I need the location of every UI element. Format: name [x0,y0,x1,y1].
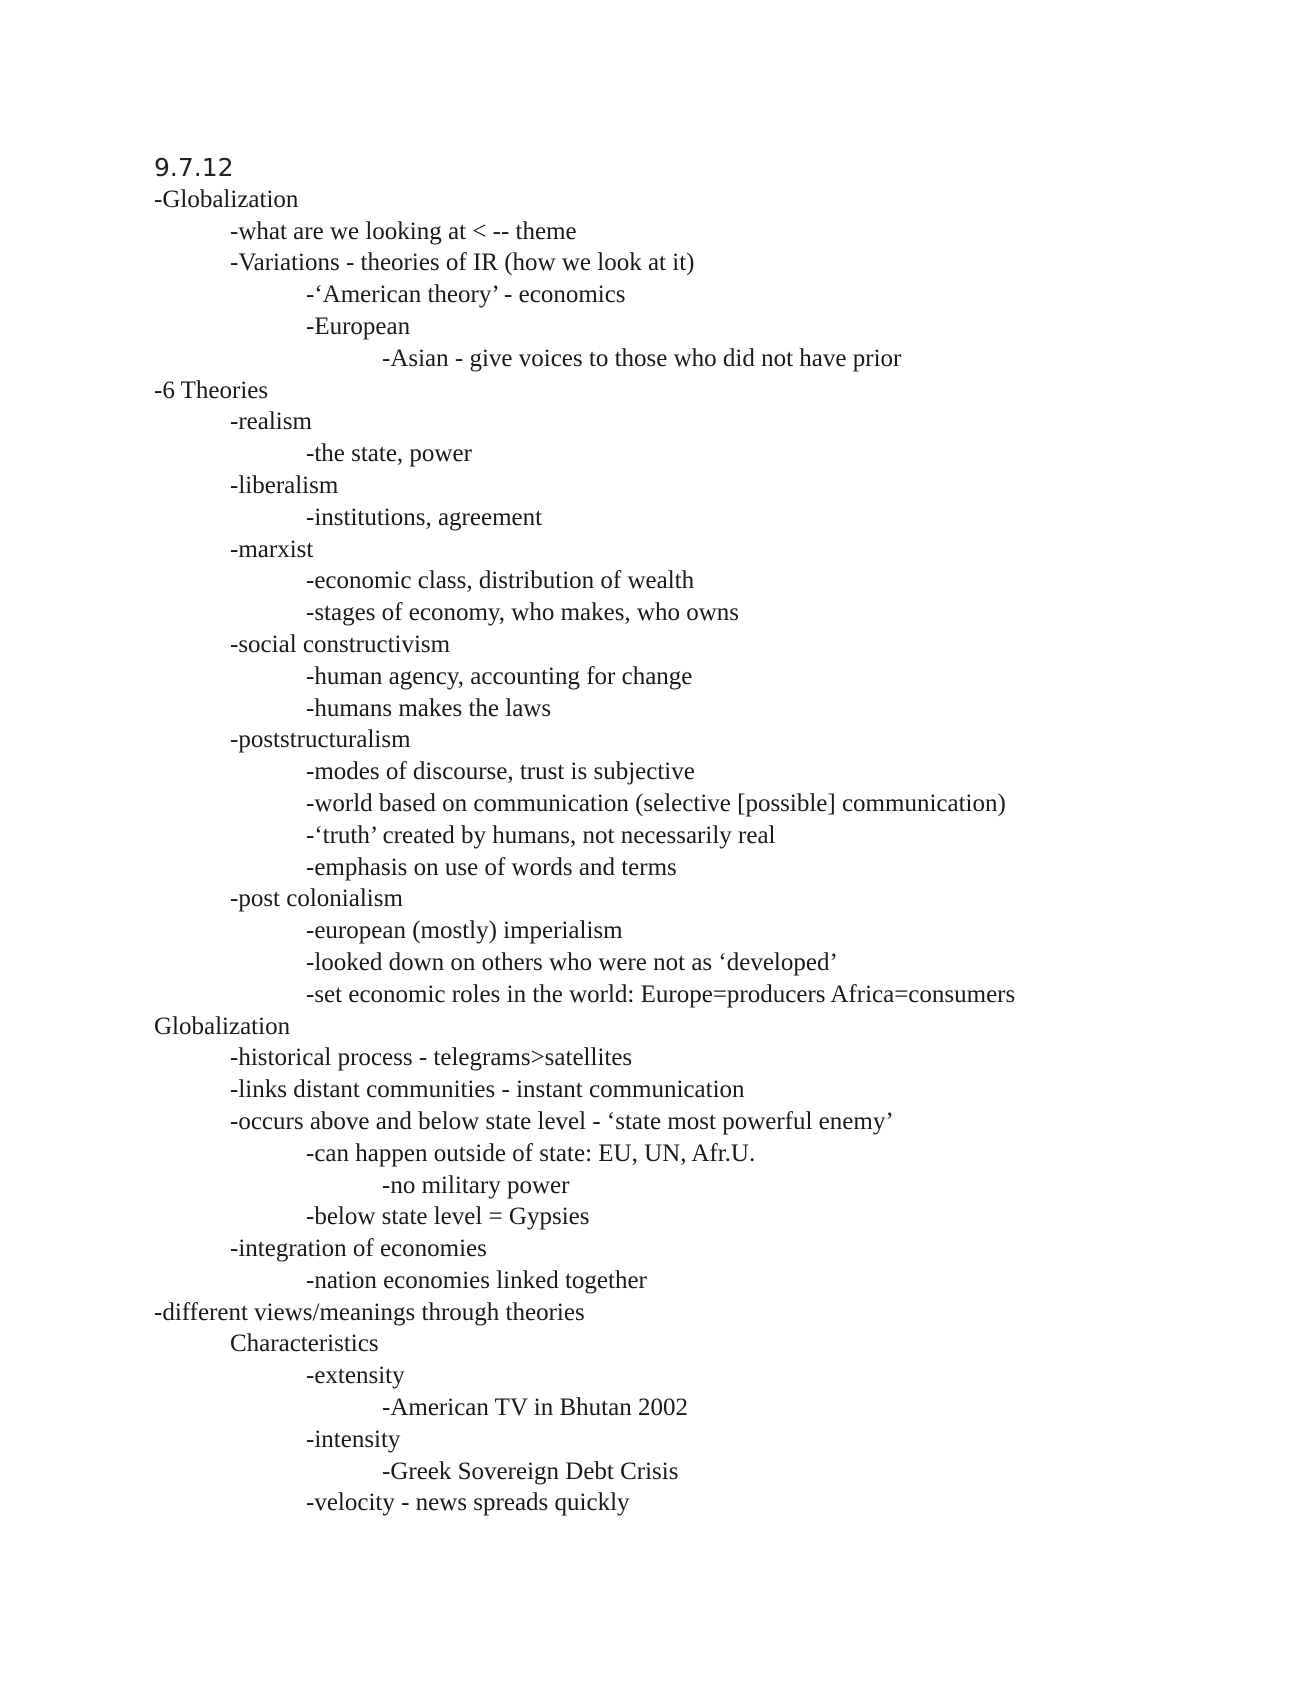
note-line-level-2: -human agency, accounting for change [306,662,693,690]
note-line-level-3: -American TV in Bhutan 2002 [382,1394,688,1422]
note-line-level-0: -6 Theories [154,376,269,404]
note-line-level-2: -economic class, distribution of wealth [306,567,695,595]
note-date: 9.7.12 [154,153,234,182]
note-line-level-1: -realism [230,408,312,436]
note-line-level-2: -european (mostly) imperialism [306,917,623,945]
note-line-level-1: -links distant communities - instant communication [230,1076,745,1104]
note-line-level-2: -institutions, agreement [306,503,543,531]
note-line-level-1: -Variations - theories of IR (how we look at it) [230,249,695,277]
note-line-level-2: -emphasis on use of words and terms [306,853,677,881]
note-line-level-2: -stages of economy, who makes, who owns [306,599,740,627]
note-line-level-0: -different views/meanings through theories [154,1298,585,1326]
note-line-level-2: -humans makes the laws [306,694,552,722]
notes-body [154,152,1254,1519]
note-line-level-1: -post colonialism [230,885,403,913]
note-line-level-1: -occurs above and below state level - ‘state most powerful enemy’ [230,1107,894,1135]
note-lines [154,184,1254,1519]
note-line-level-0: -Globalization [154,185,299,213]
note-line-level-2: -extensity [306,1362,405,1390]
note-line-level-3: -Greek Sovereign Debt Crisis [382,1457,679,1485]
note-line-level-2: -set economic roles in the world: Europe=producers Africa=consumers [306,980,1016,1008]
note-line-level-3: -Asian - give voices to those who did not have prior [382,344,902,372]
note-line-level-2: -intensity [306,1425,401,1453]
note-line-level-1: Characteristics [230,1330,379,1358]
note-line-level-2: -nation economies linked together [306,1266,647,1294]
note-line-level-2: -‘truth’ created by humans, not necessarily real [306,821,776,849]
note-line-level-3: -no military power [382,1171,570,1199]
note-line-level-2: -looked down on others who were not as ‘developed’ [306,948,838,976]
note-line-level-2: -world based on communication (selective [possible] communication) [306,789,1006,817]
note-line-level-2: -can happen outside of state: EU, UN, Afr.U. [306,1139,756,1167]
note-line-level-1: -marxist [230,535,314,563]
note-line-level-2: -modes of discourse, trust is subjective [306,758,695,786]
note-line-level-2: -the state, power [306,440,472,468]
note-line-level-1: -liberalism [230,471,339,499]
note-line-level-1: -social constructivism [230,630,451,658]
note-line-level-2: -velocity - news spreads quickly [306,1489,630,1517]
note-line-level-0: Globalization [154,1012,291,1040]
note-line-level-1: -historical process - telegrams>satellites [230,1044,633,1072]
note-line-level-1: -integration of economies [230,1235,487,1263]
note-line-level-2: -European [306,312,411,340]
note-line-level-1: -poststructuralism [230,726,411,754]
note-line-level-2: -‘American theory’ - economics [306,281,626,309]
note-line-level-2: -below state level = Gypsies [306,1203,590,1231]
note-line-level-1: -what are we looking at < -- theme [230,217,577,245]
